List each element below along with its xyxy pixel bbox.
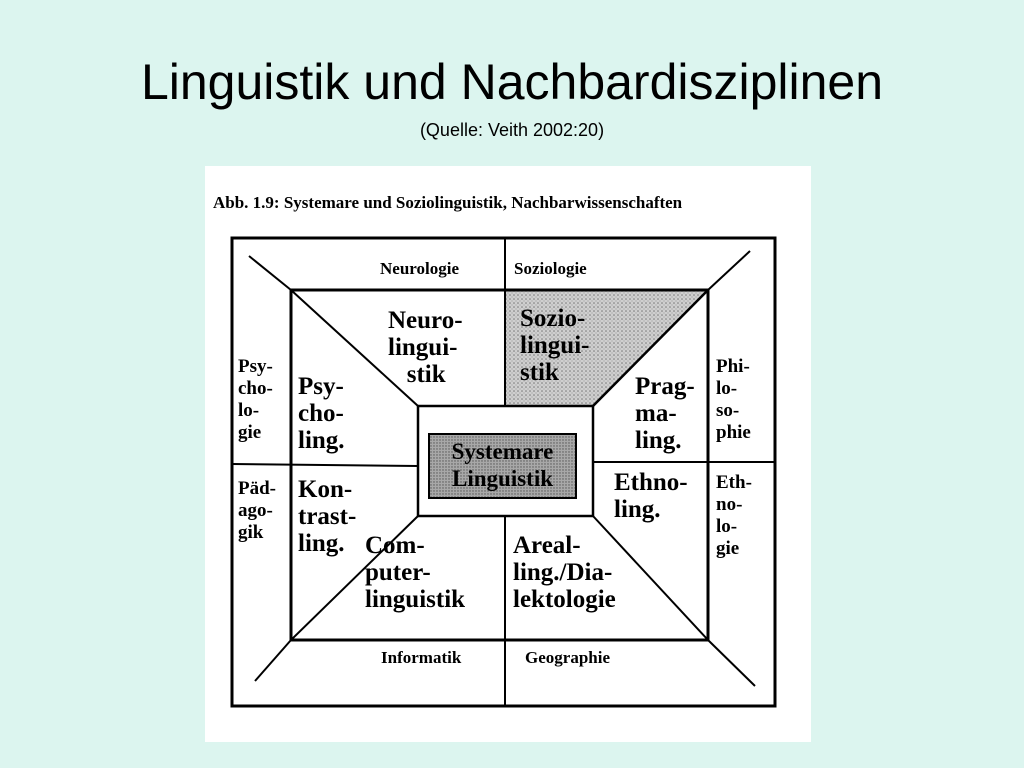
- label-paedagogik: Päd- ago- gik: [238, 478, 276, 543]
- label-soziolinguistik: Sozio- lingui- stik: [520, 305, 590, 386]
- label-pragmalinguistik: Prag- ma- ling.: [635, 373, 695, 454]
- label-soziologie: Soziologie: [514, 259, 587, 278]
- slide-title: Linguistik und Nachbardisziplinen: [140, 54, 884, 110]
- label-ethnologie: Eth- no- lo- gie: [716, 472, 752, 559]
- label-neurolinguistik: Neuro- lingui- stik: [388, 307, 463, 388]
- label-geographie: Geographie: [525, 648, 610, 667]
- label-ethnolinguistik: Ethno- ling.: [614, 469, 688, 523]
- label-neurologie: Neurologie: [380, 259, 460, 278]
- label-informatik: Informatik: [381, 648, 462, 667]
- label-philosophie: Phi- lo- so- phie: [716, 356, 751, 443]
- diagram-figure: [205, 166, 811, 742]
- label-psycholinguistik: Psy- cho- ling.: [298, 373, 345, 454]
- slide-subtitle: (Quelle: Veith 2002:20): [419, 120, 605, 140]
- label-systemare-linguistik: Systemare Linguistik: [451, 439, 554, 491]
- figure-caption: Abb. 1.9: Systemare und Soziolinguistik, Nachbarwissenschaften: [213, 193, 683, 212]
- label-computerlinguistik: Com- puter- linguistik: [365, 532, 466, 613]
- label-areallinguistik: Areal- ling./Dia- lektologie: [513, 532, 616, 613]
- label-psychologie: Psy- cho- lo- gie: [238, 356, 273, 443]
- label-kontrastlinguistik: Kon- trast- ling.: [298, 476, 357, 557]
